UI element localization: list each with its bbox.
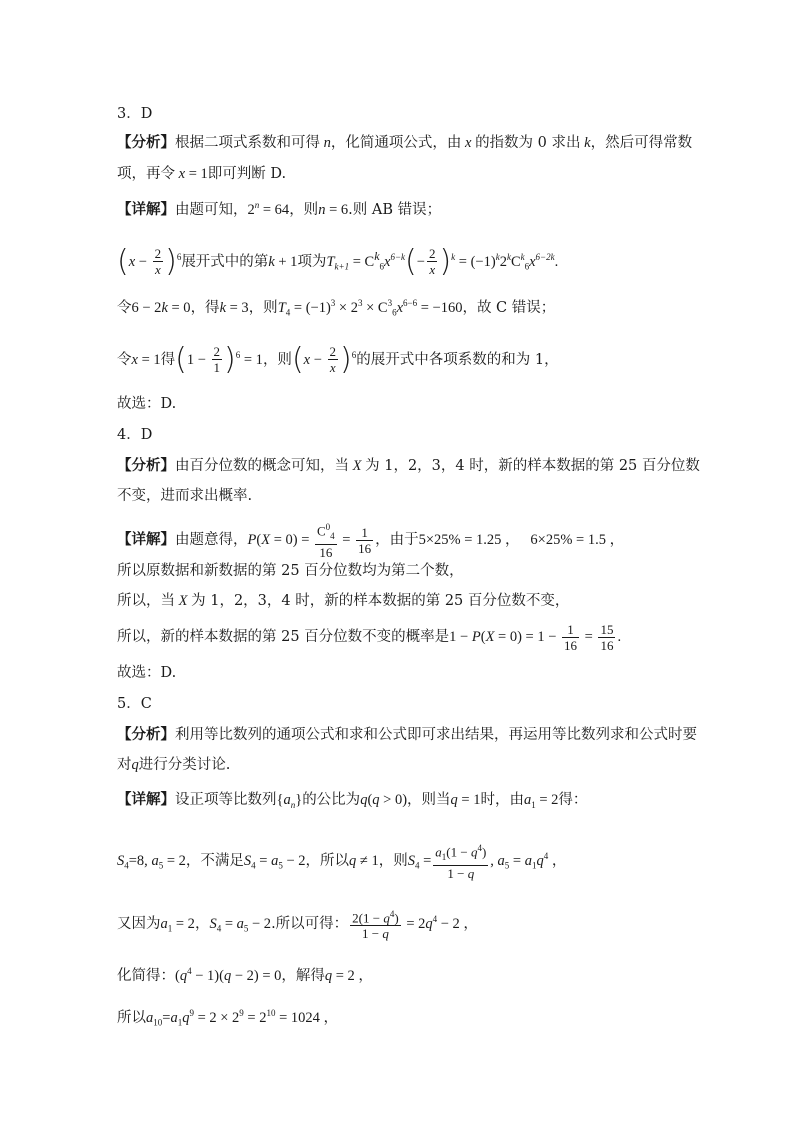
q4-line4: 所以，新的样本数据的第 25 百分位数不变的概率是1 − P(X = 0) = 1 − $\frac{1}{16}$ = $\frac{15}{16}$ . [117, 621, 622, 653]
q5-heading: 5．C [117, 696, 152, 712]
q4-heading: 4．D [117, 427, 153, 443]
q3-heading: 3．D [117, 106, 153, 122]
q5-line5: 所以$a_{10}=a_1q^9 = 2 \times 2^9 = 2^{10} = 1024$ ， [117, 1008, 339, 1028]
q3-detail-line1: 【详解】由题可知，$2^n = 64$，则n = 6.则 AB 错误； [117, 200, 442, 218]
q5-analysis-line1: 【分析】利用等比数列的通项公式和求和公式即可求出结果，再运用等比数列求和公式时要 [117, 726, 697, 743]
q5-line4: 化简得：$(q^4 - 1)(q - 2) = 0$，解得q = 2 ， [117, 966, 373, 984]
q3-analysis-line1: 【分析】根据二项式系数和可得 n，化简通项公式，由 x 的指数为 0 求出 k，然后可得常数 [117, 134, 693, 151]
q3-analysis-line2: 项，再令 x = 1即可判断 D. [117, 166, 287, 182]
q4-analysis-line2: 不变，进而求出概率. [117, 488, 253, 504]
q5-line2: $S_4=8$, $a_5 = 2$，不满足$S_4 = a_5 - 2$，所以q ≠ 1，则$S_4$ = $\frac{a_1(1 - q^4)}{1 - q}$ , $a_5 = a_1q^4$ ， [117, 842, 567, 881]
detail-label: 【详解】 [117, 200, 175, 218]
q4-conclusion: 故选：D. [117, 665, 177, 681]
q5-detail-line1: 【详解】设正项等比数列$\{a_n\}$的公比为q(q > 0)，则当q = 1时，由$a_1 = 2$得： [117, 791, 588, 810]
q3-expansion-formula: (x − $\frac{2}{x}$ )$^6$展开式中的第k + 1项为$T_{k+1} = C^k_6x^{6-k}(-$ $\frac{2}{x}$ )$^k = (-1)^k2^kC^k_6x^{6-2k}$. [117, 243, 559, 279]
analysis-label: 【分析】 [117, 134, 175, 151]
q4-detail-line1: 【详解】由题意得，P(X = 0) = $\frac{C^0_4}{16}$ = $\frac{1}{16}$ ，由于5×25% = 1.25 ， 6×25% = 1.5 ， [117, 522, 625, 560]
q3-ling-line1: 令6 − 2k = 0，得k = 3，则$T_4 = (-1)^3 \times 2^3 \times C^3_6x^{6-6} = -160$，故 C 错误； [117, 298, 556, 318]
q5-analysis-line2: 对q进行分类讨论. [117, 757, 231, 773]
q3-ling-line2: 令x = 1得(1 − $\frac{2}{1}$ )$^6$ = 1，则(x − $\frac{2}{x}$ )$^6$的展开式中各项系数的和为 1， [117, 341, 559, 377]
q3-conclusion: 故选：D. [117, 396, 177, 412]
q4-analysis-line1: 【分析】由百分位数的概念可知，当 X 为 1，2，3，4 时，新的样本数据的第 25 百分位数 [117, 457, 700, 474]
q4-line2: 所以原数据和新数据的第 25 百分位数均为第二个数， [117, 563, 464, 579]
q5-line3: 又因为$a_1 = 2$，$S_4 = a_5 - 2$.所以可得： $\frac{2(1 - q^4)}{1 - q}$ = $2q^4 - 2$ ， [117, 908, 478, 941]
q4-line3: 所以，当 X 为 1，2，3，4 时，新的样本数据的第 25 百分位数不变， [117, 593, 570, 609]
